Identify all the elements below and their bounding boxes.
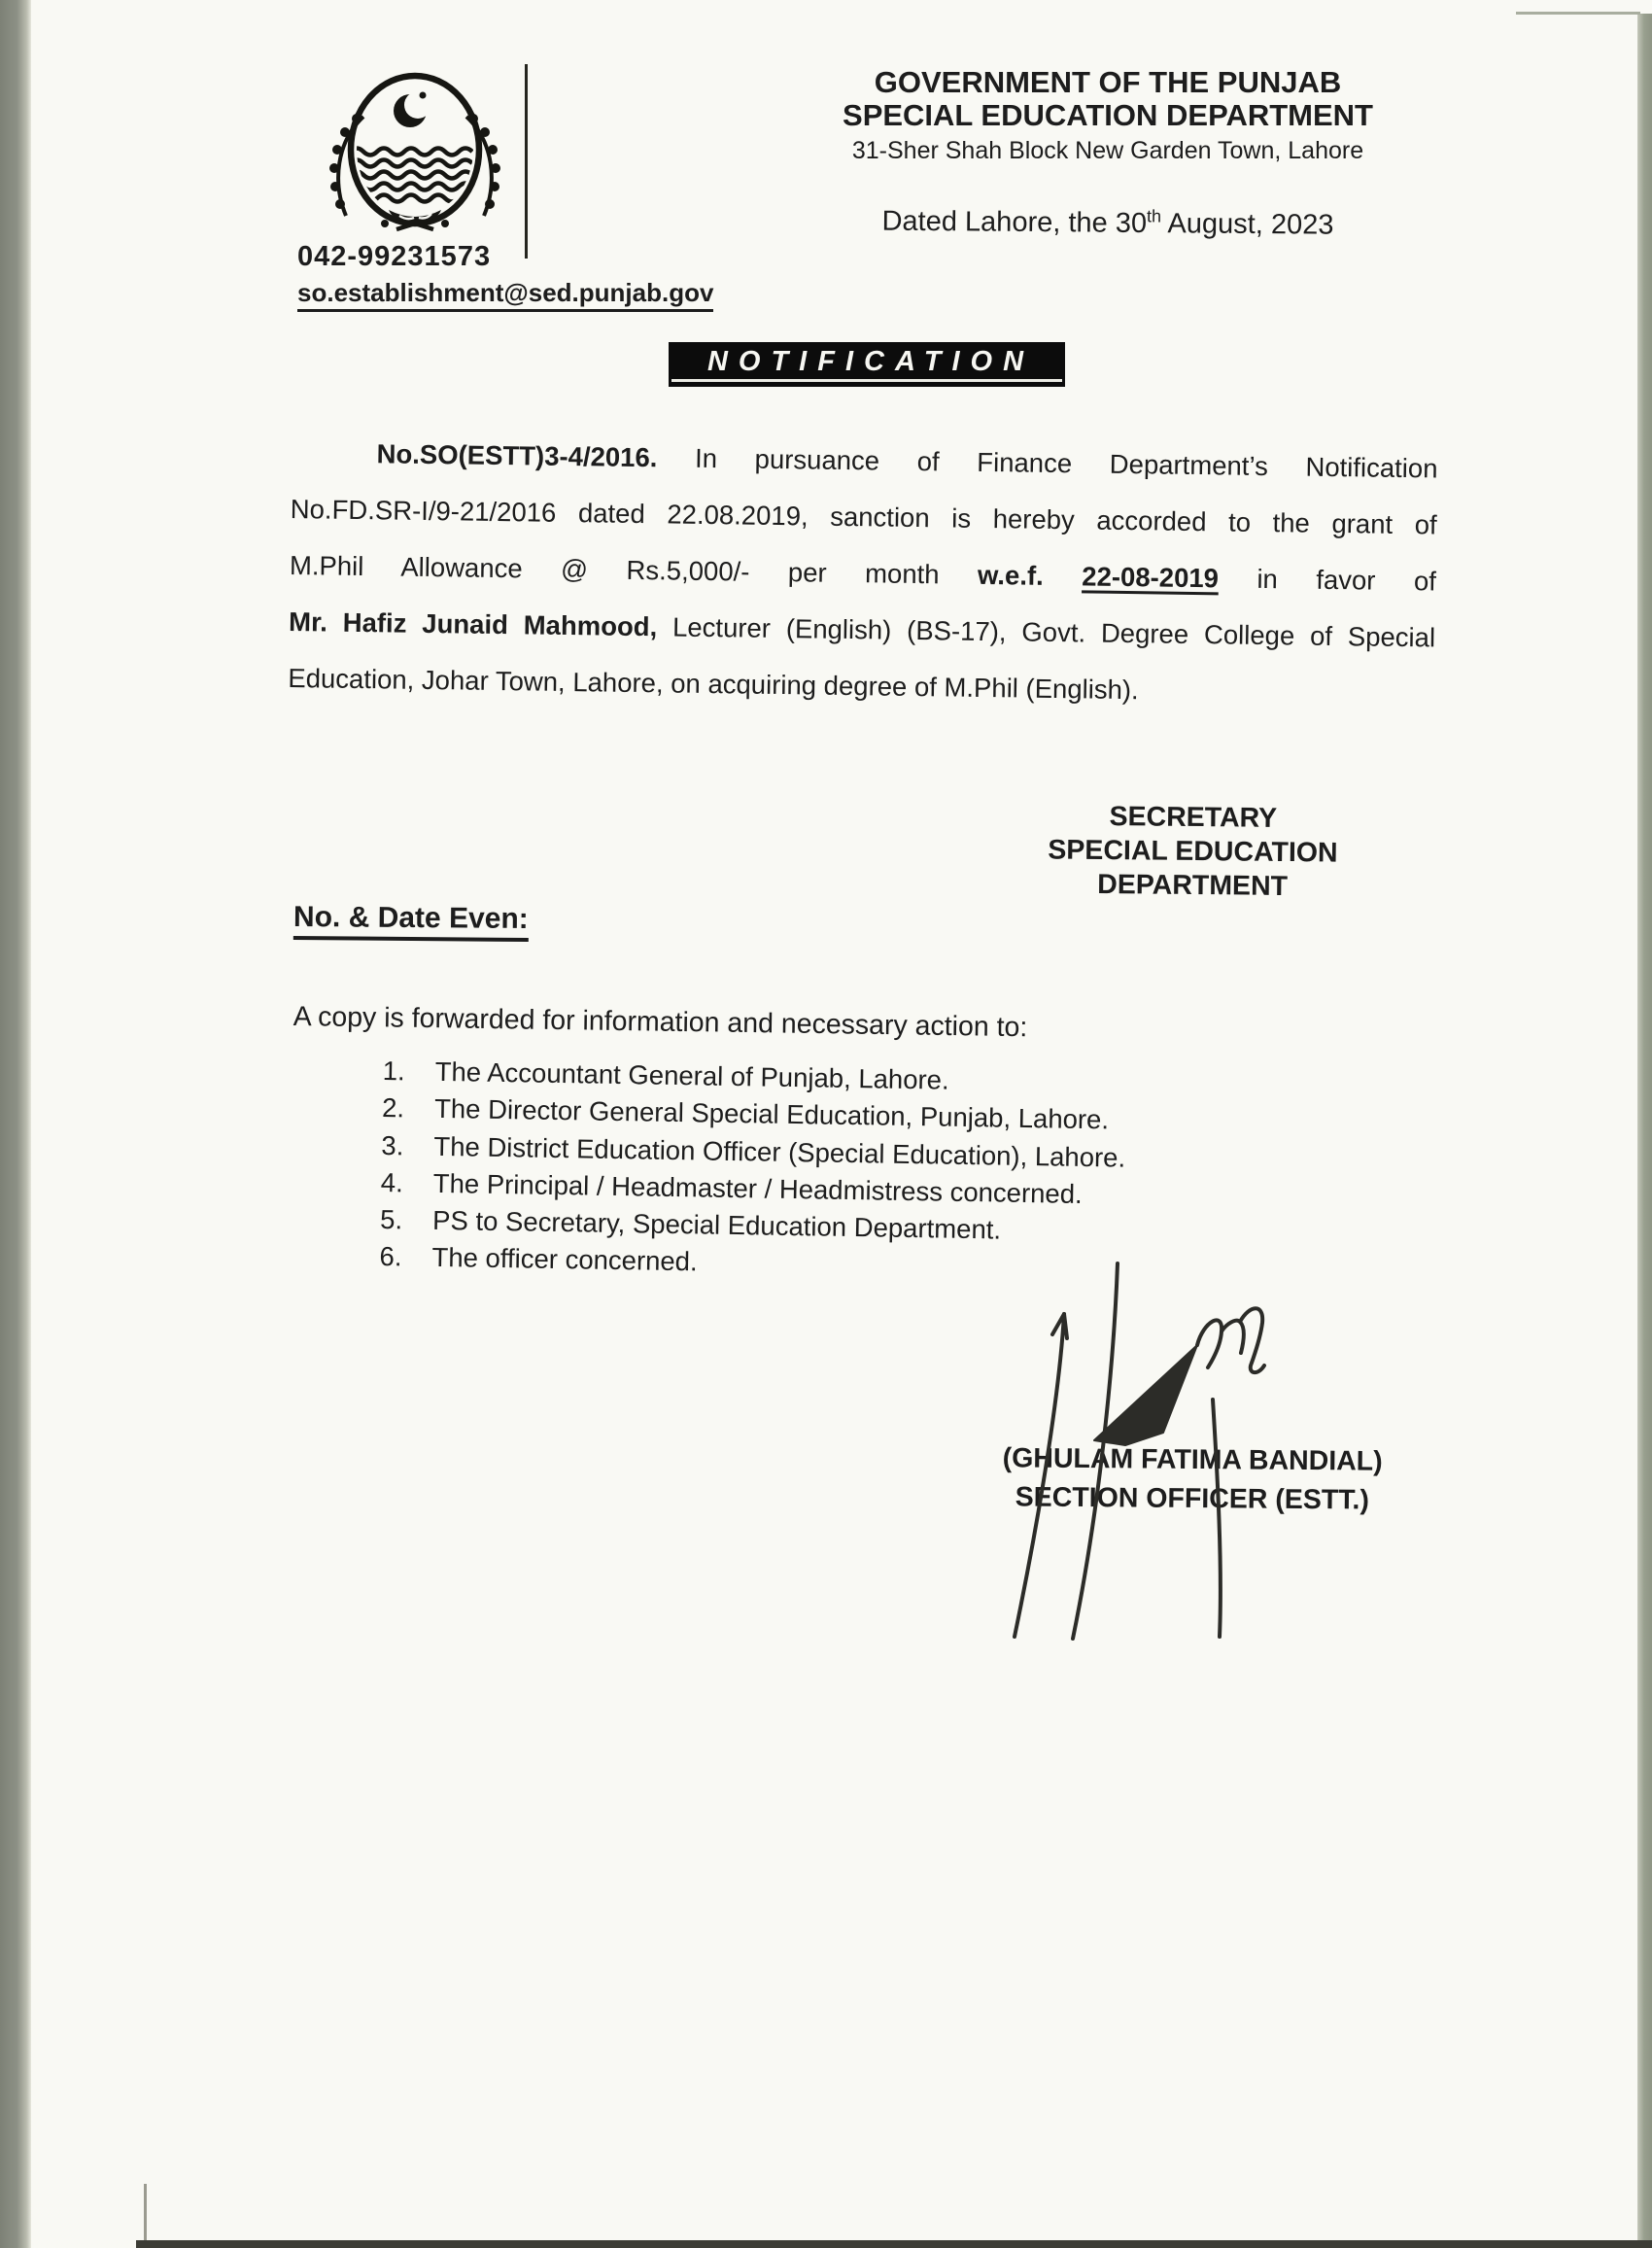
body-line-3-text: M.Phil Allowance @ Rs.5,000/- per month xyxy=(289,549,940,590)
list-item-number: 2. xyxy=(381,1092,405,1124)
notification-title: NOTIFICATION xyxy=(706,346,1035,377)
body-line-2: No.FD.SR-I/9-21/2016 dated 22.08.2019, sanction is hereby accorded to the grant of xyxy=(290,493,1437,540)
list-item-number: 5. xyxy=(379,1204,403,1235)
date-suffix: August, 2023 xyxy=(1160,208,1334,241)
handwritten-signature xyxy=(972,1232,1302,1641)
scan-edge-left xyxy=(0,0,31,2248)
org-address: 31-Sher Shah Block New Garden Town, Lahore xyxy=(851,137,1364,164)
scan-edge-top-right xyxy=(1516,12,1640,15)
reference-number: No.SO(ESTT)3-4/2016. xyxy=(376,438,658,473)
email-address: so.establishment@sed.punjab.gov xyxy=(297,278,713,312)
officer-name: (GHULAM FATIMA BANDIAL) xyxy=(1002,1442,1383,1477)
scan-edge-bottom xyxy=(136,2240,1652,2248)
signatory-line2: SPECIAL EDUCATION xyxy=(1048,834,1338,869)
wef-label: w.e.f. xyxy=(977,559,1045,591)
river-waves xyxy=(350,149,472,202)
list-item-number: 1. xyxy=(382,1055,405,1087)
grantee-name: Mr. Hafiz Junaid Mahmood, xyxy=(288,605,658,642)
list-item-number: 6. xyxy=(379,1241,402,1272)
signatory-line1: SECRETARY xyxy=(1109,801,1278,834)
ref-date-even-text: No. & Date Even: xyxy=(293,901,529,942)
date-ordinal: th xyxy=(1147,206,1162,226)
org-name-line1: GOVERNMENT OF THE PUNJAB xyxy=(874,65,1342,99)
list-item-text: The Director General Special Education, Punjab, Lahore. xyxy=(433,1093,1110,1135)
list-item-number: 4. xyxy=(380,1166,404,1198)
signatory-line3: DEPARTMENT xyxy=(1097,868,1289,903)
forwarding-note: A copy is forwarded for information and necessary action to: xyxy=(293,1001,1028,1044)
letterhead-contact xyxy=(297,241,713,312)
scan-mark-bottom-left xyxy=(144,2184,147,2240)
notification-title-bar xyxy=(669,342,1065,387)
officer-title: SECTION OFFICER (ESTT.) xyxy=(1015,1481,1370,1516)
notification-body xyxy=(288,425,1438,722)
body-line-1-text: In pursuance of Finance Department’s Notification xyxy=(694,442,1438,484)
body-line-4-text: Lecturer (English) (BS-17), Govt. Degree College of Special xyxy=(671,611,1436,653)
body-line-5: Education, Johar Town, Lahore, on acquiring degree of M.Phil (English). xyxy=(288,662,1139,706)
list-item-number: 3. xyxy=(381,1129,404,1160)
scan-edge-right xyxy=(1637,14,1652,2248)
list-item-text: The District Education Officer (Special Education), Lahore. xyxy=(433,1130,1126,1173)
letterhead-org xyxy=(816,66,1399,167)
ref-date-even-label xyxy=(293,901,529,936)
notification-title-underline xyxy=(671,379,1062,382)
phone-number: 042-99231573 xyxy=(297,241,492,272)
crescent-icon xyxy=(394,91,431,127)
date-prefix: Dated Lahore, the 30 xyxy=(881,205,1148,240)
list-item-text: The Accountant General of Punjab, Lahore. xyxy=(434,1055,949,1095)
letterhead-divider xyxy=(525,64,528,259)
effective-date: 22-08-2019 xyxy=(1082,561,1220,594)
org-name-line2: SPECIAL EDUCATION DEPARTMENT xyxy=(843,98,1373,132)
list-item-text: The officer concerned. xyxy=(431,1242,698,1277)
body-line-3-tail: in favor of xyxy=(1256,563,1437,597)
list-item-text: PS to Secretary, Special Education Department. xyxy=(431,1205,1002,1245)
list-item-text: The Principal / Headmaster / Headmistress concerned. xyxy=(432,1167,1083,1209)
date-line xyxy=(816,203,1399,242)
signatory-designation xyxy=(1010,799,1375,905)
punjab-government-crest-icon xyxy=(313,68,517,239)
